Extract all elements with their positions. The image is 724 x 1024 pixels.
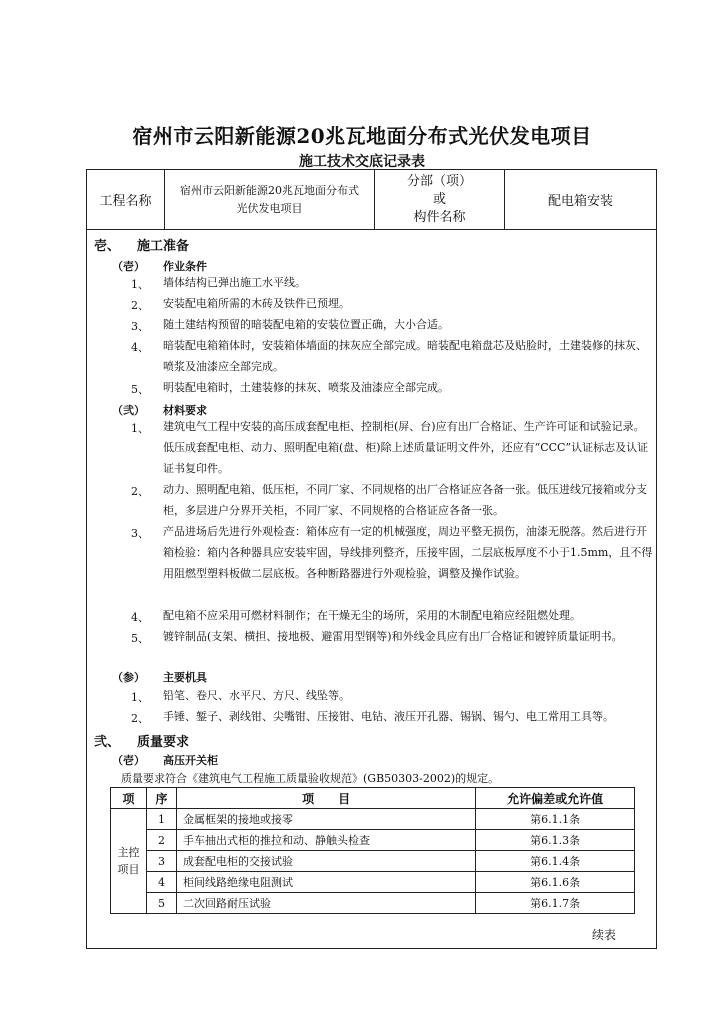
table-row — [111, 872, 635, 893]
part-label — [375, 170, 505, 229]
part-label-line1: 分部（项） — [406, 173, 472, 189]
item-no: 3、 — [131, 527, 149, 540]
item-text: 铅笔、卷尺、水平尺、方尺、线坠等。 — [163, 689, 350, 702]
project-name: 宿州市云阳新能源20兆瓦地面分布式光伏发电项目 — [165, 170, 375, 229]
item-cell: 金属框架的接地或接零 — [176, 809, 475, 830]
continued-label: 续表 — [592, 928, 617, 942]
item-text: 暗装配电箱箱体时，安装箱体墙面的抹灰应全部完成。暗装配电箱盘芯及贴脸时，土建装修的抹灰、喷浆及油漆应全部完成。 — [163, 339, 647, 373]
part-name: 配电箱安装 — [547, 194, 613, 209]
item-no: 5、 — [131, 383, 149, 396]
item-text: 安装配电箱所需的木砖及铁件已预埋。 — [163, 297, 350, 310]
item-no: 2、 — [131, 712, 149, 725]
seq-cell: 1 — [146, 809, 176, 830]
item-no: 5、 — [131, 632, 149, 645]
item-no: 2、 — [131, 485, 149, 498]
header-cell-project: 项 目 — [176, 788, 475, 809]
item-no: 1、 — [131, 691, 149, 704]
group-label: 主控项目 — [111, 809, 147, 914]
item-cell: 二次回路耐压试验 — [176, 893, 475, 914]
header-cell-seq: 序 — [146, 788, 176, 809]
subsection-1-2-no: （弐） — [112, 404, 145, 417]
item-text: 配电箱不应采用可燃材料制作；在干燥无尘的场所，采用的木制配电箱应经阻燃处理。 — [163, 609, 581, 622]
table-row — [111, 851, 635, 872]
item-text: 建筑电气工程中安装的高压成套配电柜、控制柜(屏、台)应有出厂合格证、生产许可证和试验记录。低压成套配电柜、动力、照明配电箱(盘、柜)除上述质量证明文件外，还应有“CCC”认证标志及认证证书复印件。 — [163, 420, 649, 475]
ref-cell: 第6.1.6条 — [476, 872, 635, 893]
item-cell: 柜间线路绝缘电阻测试 — [176, 872, 475, 893]
subsection-1-1-no: （壱） — [112, 260, 145, 273]
item-no: 4、 — [131, 611, 149, 624]
item-text: 手锤、錾子、剥线钳、尖嘴钳、压接钳、电钻、液压开孔器、锡锅、锡勺、电工常用工具等。 — [163, 710, 614, 723]
header-cell-allowance: 允许偏差或允许值 — [476, 788, 635, 809]
subsection-1-1-title: 作业条件 — [163, 260, 207, 273]
subsection-2-1-no: （壱） — [112, 754, 145, 767]
document-title: 宿州市云阳新能源20兆瓦地面分布式光伏发电项目 — [132, 124, 592, 148]
item-no: 3、 — [131, 320, 149, 333]
item-no: 2、 — [131, 299, 149, 312]
ref-cell: 第6.1.3条 — [476, 830, 635, 851]
item-text: 动力、照明配电箱、低压柜，不同厂家、不同规格的出厂合格证应各备一张。低压进线冗接箱或分支柜，多层进户分界开关柜，不同厂家、不同规格的合格证应各备一张。 — [163, 483, 647, 517]
item-cell: 成套配电柜的交接试验 — [176, 851, 475, 872]
section-1-no: 壱、 — [94, 239, 121, 254]
subsection-1-2-title: 材料要求 — [163, 404, 207, 417]
section-2-title: 质量要求 — [137, 735, 190, 750]
seq-cell: 5 — [146, 893, 176, 914]
item-text: 随土建结构预留的暗装配电箱的安装位置正确，大小合适。 — [163, 318, 449, 331]
item-no: 1、 — [131, 278, 149, 291]
item-text: 产品进场后先进行外观检查：箱体应有一定的机械强度，周边平整无损伤，油漆无脱落。然后进行开箱检验：箱内各种器具应安装牢固，导线排列整齐，压接牢固，二层底板厚度不小于1.5mm，且不得用阻燃型塑料板做二层底板。各种断路器进行外观检验，调整及操作试验。 — [163, 525, 653, 580]
seq-cell: 4 — [146, 872, 176, 893]
ref-cell: 第6.1.4条 — [476, 851, 635, 872]
table-row — [111, 830, 635, 851]
part-label-line3: 构件名称 — [413, 209, 466, 225]
item-text: 明装配电箱时，土建装修的抹灰、喷浆及油漆应全部完成。 — [163, 381, 449, 394]
section-2-no: 弐、 — [94, 735, 121, 750]
item-text: 镀锌制品(支架、横担、接地极、避雷用型钢等)和外线金具应有出厂合格证和镀锌质量证明书。 — [163, 630, 623, 643]
seq-cell: 3 — [146, 851, 176, 872]
item-cell: 手车抽出式柜的推拉和动、静触头检查 — [176, 830, 475, 851]
subsection-2-1-title: 高压开关柜 — [163, 754, 218, 767]
part-label-line2: 或 — [432, 191, 446, 207]
quality-note: 质量要求符合《建筑电气工程施工质量验收规范》(GB50303-2002)的规定。 — [121, 772, 500, 785]
table-row — [111, 893, 635, 914]
header-row — [87, 170, 656, 230]
item-no: 4、 — [131, 341, 149, 354]
subsection-1-3-title: 主要机具 — [163, 671, 207, 684]
table-row — [111, 809, 635, 830]
ref-cell: 第6.1.7条 — [476, 893, 635, 914]
quality-table — [110, 787, 635, 914]
document-subtitle: 施工技术交底记录表 — [299, 154, 425, 170]
ref-cell: 第6.1.1条 — [476, 809, 635, 830]
project-label: 工程名称 — [87, 170, 165, 229]
seq-cell: 2 — [146, 830, 176, 851]
header-cell-item: 项 — [111, 788, 147, 809]
item-text: 墙体结构已弹出施工水平线。 — [163, 276, 306, 289]
subsection-1-3-no: （参） — [112, 671, 145, 684]
section-1-title: 施工准备 — [137, 239, 190, 254]
item-no: 1、 — [131, 422, 149, 435]
table-header-row — [111, 788, 635, 809]
